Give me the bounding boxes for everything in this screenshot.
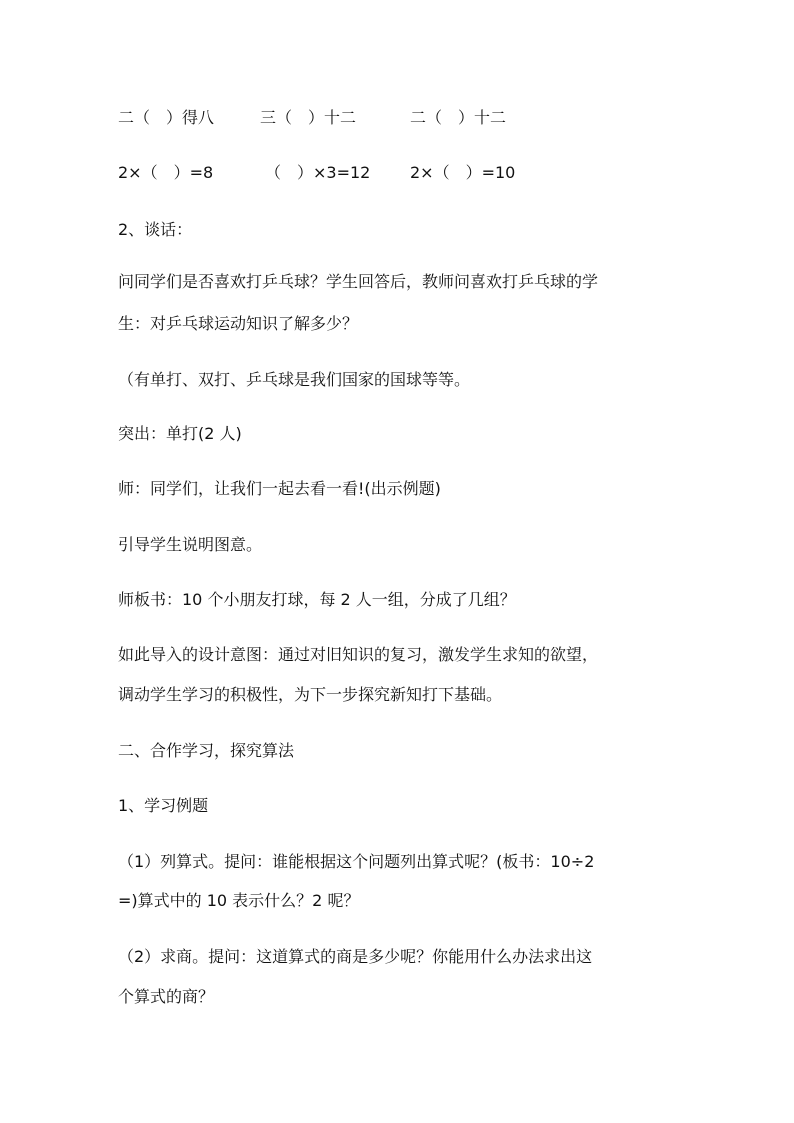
section-heading: 2、谈话： [118, 220, 193, 239]
paragraph-line: 如此导入的设计意图：通过对旧知识的复习，激发学生求知的欲望， [118, 645, 599, 664]
paragraph-line: 问同学们是否喜欢打乒乓球？学生回答后，教师问喜欢打乒乓球的学 [118, 272, 599, 291]
paragraph-line: 生：对乒乓球运动知识了解多少？ [118, 314, 359, 333]
paragraph-line: 个算式的商？ [118, 987, 215, 1006]
review-item: （ ）×3=12 [265, 163, 371, 182]
paragraph-line: （2）求商。提问：这道算式的商是多少呢？你能用什么办法求出这 [118, 947, 593, 966]
review-item: 2×（ ）=8 [118, 163, 214, 182]
paragraph-line: （1）列算式。提问：谁能根据这个问题列出算式呢？(板书：10÷2 [118, 852, 595, 871]
section-heading: 二、合作学习，探究算法 [118, 741, 295, 760]
review-item: 二（ ）得八 [118, 108, 215, 127]
paragraph-line: =)算式中的 10 表示什么？2 呢？ [118, 891, 360, 910]
subsection-heading: 1、学习例题 [118, 796, 209, 815]
review-item: 三（ ）十二 [260, 108, 357, 127]
paragraph-line: 引导学生说明图意。 [118, 535, 263, 554]
paragraph-line: 突出：单打(2 人) [118, 424, 242, 443]
paragraph-line: 调动学生学习的积极性，为下一步探究新知打下基础。 [118, 685, 503, 704]
paragraph-line: 师：同学们，让我们一起去看一看!(出示例题) [118, 479, 441, 498]
paragraph-line: （有单打、双打、乒乓球是我们国家的国球等等。 [118, 370, 471, 389]
review-item: 2×（ ）=10 [410, 163, 516, 182]
paragraph-line: 师板书：10 个小朋友打球，每 2 人一组，分成了几组？ [118, 590, 516, 609]
review-item: 二（ ）十二 [410, 108, 507, 127]
